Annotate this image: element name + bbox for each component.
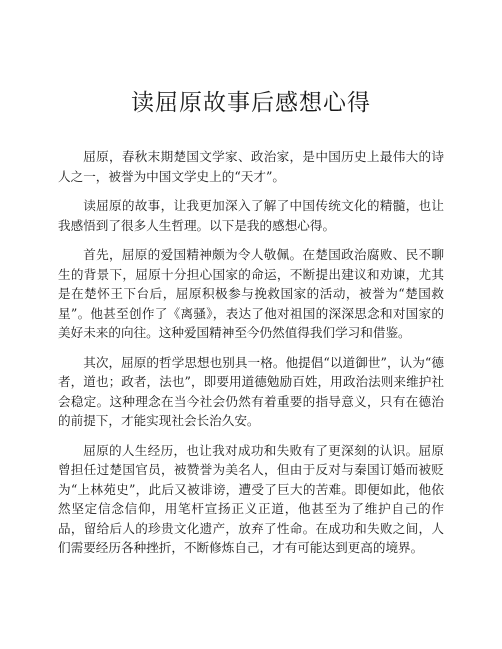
- paragraph-patriotism: 首先，屈原的爱国精神颇为令人敬佩。在楚国政治腐败、民不聊生的背景下，屈原十分担心国家的命运，不断提出建议和劝谏，尤其是在楚怀王下台后，屈原积极参与挽救国家的活动，被誉为“楚国救星”。他甚至创作了《离骚》，表达了他对祖国的深深思念和对国家的美好未来的向往。这种爱国精神至今仍然值得我们学习和借鉴。: [58, 247, 444, 340]
- paragraph-reading: 读屈原的故事，让我更加深入了解了中国传统文化的精髓，也让我感悟到了很多人生哲理。以下是我的感想心得。: [58, 198, 444, 233]
- document-title: 读屈原故事后感想心得: [131, 90, 371, 116]
- paragraph-life-experience: 屈原的人生经历，也让我对成功和失败有了更深刻的认识。屈原曾担任过楚国官员，被赞誉为美名人，但由于反对与秦国订婚而被贬为“上林苑史”，此后又被诽谤，遭受了巨大的苦难。即便如此，他依然坚定信念信仰，用笔杆宣扬正义正道，他甚至为了维护自己的作品，留给后人的珍贵文化遗产，放弃了性命。在成功和失败之间，人们需要经历各种挫折，不断修炼自己，才有可能达到更高的境界。: [58, 442, 444, 555]
- paragraph-philosophy: 其次，屈原的哲学思想也别具一格。他提倡“以道御世”，认为“德者，道也；政者，法也”，即要用道德勉励百姓，用政治法则来维护社会稳定。这种理念在当今社会仍然有着重要的指导意义，只有在德治的前提下，才能实现社会长治久安。: [58, 354, 444, 428]
- paragraph-intro: 屈原，春秋末期楚国文学家、政治家，是中国历史上最伟大的诗人之一，被誉为中国文学史上的“天才”。: [58, 149, 444, 184]
